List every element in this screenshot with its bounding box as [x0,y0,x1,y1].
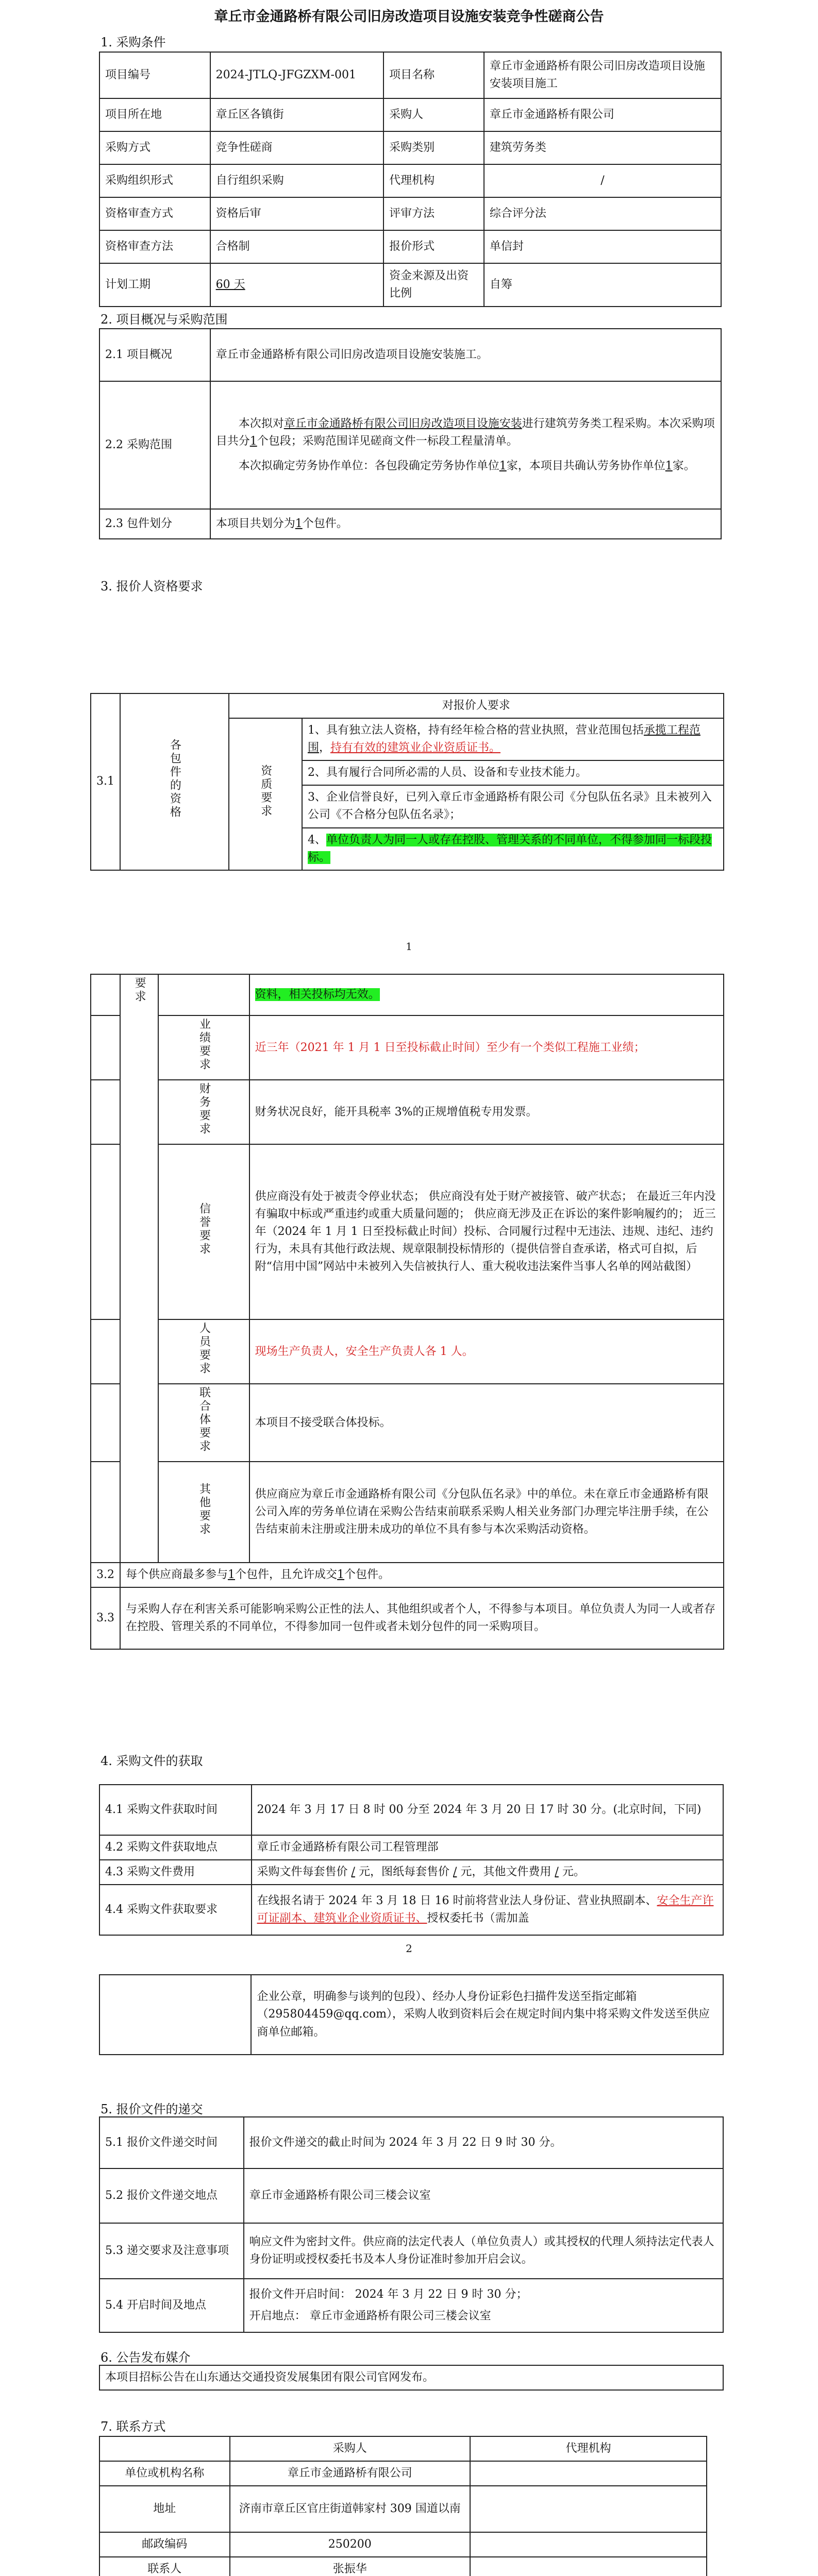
cell-label: 项目名称 [383,52,484,98]
cell-label: 采购方式 [99,131,210,164]
section-2-heading: 2. 项目概况与采购范围 [101,312,228,327]
page-number: 2 [406,1942,412,1955]
blank-cell [91,1319,120,1384]
cell-label: 资格审查方法 [99,230,210,263]
submission-table [99,2116,724,2333]
finance-vertical-label: 财务要求 [158,1080,249,1144]
section-7-heading: 7. 联系方式 [101,2419,166,2434]
cell-label: 5.2 报价文件递交地点 [99,2168,244,2223]
row-value: 250200 [230,2532,470,2557]
row-label: 单位或机构名称 [99,2461,230,2486]
cell-value: 章丘市金通路桥有限公司工程管理部 [252,1835,723,1860]
header-cell: 代理机构 [470,2436,707,2461]
section-4-heading: 4. 采购文件的获取 [101,1754,203,1768]
cell-value: 本项目招标公告在山东通达交通投资发展集团有限公司官网发布。 [99,2365,723,2390]
cell-label: 5.4 开启时间及地点 [99,2279,244,2332]
page-title: 章丘市金通路桥有限公司旧房改造项目设施安装竞争性磋商公告 [214,9,604,25]
performance-vertical-label: 业绩要求 [158,1015,249,1080]
procurement-conditions-table [99,52,722,307]
cell-value: 企业公章，明确参与谈判的包段）、经办人身份证彩色扫描件发送至指定邮箱（295804459@qq.com），采购人收到资料后会在规定时间内集中将采购文件发送至供应商单位邮箱。 [251,1975,723,2055]
contact-table [99,2436,707,2576]
cell-label: 4.3 采购文件费用 [99,1860,252,1885]
cell-label: 代理机构 [383,164,484,197]
credit-requirement: 供应商没有处于被责令停业状态； 供应商没有处于财产被接管、破产状态； 在最近三年内没有骗取中标或严重违约或重大质量问题的； 供应商无涉及正在诉讼的案件影响履约的； 近三年（2024 年 1 月 1 日至投标截止时间）投标、合同履行过程中无违法、违规、违纪、违约行为，未具有其他行政法规、规章限制投标情形的（提供信誉自查承诺，格式可自拟，后附“信用中国”网站中未被列入失信被执行人、重大税收违法案件当事人名单的网站截图） [249,1144,724,1319]
consortium-requirement: 本项目不接受联合体投标。 [249,1384,724,1462]
cell-label: 2.2 采购范围 [99,381,210,509]
cell-value: 在线报名请于 2024 年 3 月 18 日 16 时前将营业法人身份证、营业执照副本、安全生产许可证副本、建筑业企业资质证书、授权委托书（需加盖 [252,1885,723,1935]
cell-value: 2024 年 3 月 17 日 8 时 00 分至 2024 年 3 月 20 日 17 时 30 分。(北京时间，下同) [252,1785,723,1835]
other-vertical-label: 其他要求 [158,1462,249,1563]
row-value: 章丘市金通路桥有限公司 [230,2461,470,2486]
cell-label: 4.1 采购文件获取时间 [99,1785,252,1835]
row-value: 济南市章丘区官庄街道韩家村 309 国道以南 [230,2486,470,2532]
page-number: 1 [406,940,412,953]
section-3-heading: 3. 报价人资格要求 [101,579,203,594]
row-value [470,2486,707,2532]
cell-label: 采购类别 [383,131,484,164]
row-value [470,2461,707,2486]
staff-vertical-label: 人员要求 [158,1319,249,1384]
qualification-table-page1 [90,693,724,871]
document-acquisition-table [99,1784,724,1936]
row-number: 3.3 [91,1587,120,1649]
cell-label: 项目所在地 [99,98,210,131]
cell-label: 项目编号 [99,52,210,98]
qualification-item-1: 1、具有独立法人资格，持有经年检合格的营业执照，营业范围包括承揽工程范围，持有有效的建筑业企业资质证书。 [302,718,724,760]
cell-value: 建筑劳务类 [484,131,721,164]
cell-value: 资格后审 [210,197,384,230]
cell-label: 采购组织形式 [99,164,210,197]
project-name-underlined: 章丘市金通路桥有限公司旧房改造项目设施安装 [283,417,522,430]
continued-text: 资料，相关投标均无效。 [249,974,724,1015]
cell-label: 计划工期 [99,263,210,307]
cell-value: 报价文件递交的截止时间为 2024 年 3 月 22 日 9 时 30 分。 [244,2117,723,2168]
cell-value: 章丘区各镇街 [210,98,384,131]
qualification-item-4: 4、单位负责人为同一人或存在控股、管理关系的不同单位，不得参加同一标段投标。 [302,828,724,870]
section-1-heading: 1. 采购条件 [101,35,166,49]
cell-value: 竞争性磋商 [210,131,384,164]
cell-value: 章丘市金通路桥有限公司 [484,98,721,131]
cell-label: 资格审查方式 [99,197,210,230]
cell-label: 采购人 [383,98,484,131]
qualification-table-page2 [90,974,724,1650]
document-acquisition-table-cont [99,1974,724,2055]
row-label: 联系人 [99,2557,230,2576]
cell-value: 本项目共划分为1个包件。 [210,509,721,539]
row-value [470,2532,707,2557]
qualification-item-3: 3、企业信誉良好，已列入章丘市金通路桥有限公司《分包队伍名录》且未被列入公司《不合格分包队伍名录》； [302,785,724,827]
package-limit: 每个供应商最多参与1个包件，且允许成交1个包件。 [120,1563,724,1587]
cell-value: 2024-JTLQ-JFGZXM-001 [210,52,384,98]
cell-label: 资金来源及出资比例 [383,263,484,307]
cell-value: 响应文件为密封文件。供应商的法定代表人（单位负责人）或其授权的代理人须持法定代表人身份证明或授权委托书及本人身份证准时参加开启会议。 [244,2223,723,2279]
credit-vertical-label: 信誉要求 [158,1144,249,1319]
section-6-heading: 6. 公告发布媒介 [101,2350,191,2365]
row-value: 张振华 [230,2557,470,2576]
staff-requirement: 现场生产负责人，安全生产负责人各 1 人。 [249,1319,724,1384]
cell-value: 章丘市金通路桥有限公司旧房改造项目设施安装项目施工 [484,52,721,98]
blank-cell [91,1384,120,1462]
scope-cell [210,381,721,509]
cell-value: 单信封 [484,230,721,263]
header-cell: 采购人 [230,2436,470,2461]
cell-label: 评审方法 [383,197,484,230]
header-cell [99,2436,230,2461]
cell-label: 4.4 采购文件获取要求 [99,1885,252,1935]
row-value [470,2557,707,2576]
section-5-heading: 5. 报价文件的递交 [101,2102,203,2116]
qualification-vertical-label: 资质要求 [229,718,302,870]
project-overview-table [99,328,722,539]
blank-cell [158,974,249,1015]
other-requirement: 供应商应为章丘市金通路桥有限公司《分包队伍名录》中的单位。未在章丘市金通路桥有限公司入库的劳务单位请在采购公告结束前联系采购人相关业务部门办理完毕注册手续，在公告结束前未注册或注册未成功的单位不具有参与本次采购活动资格。 [249,1462,724,1563]
blank-cell [91,974,120,1015]
blank-cell [91,1015,120,1080]
cell-label: 5.3 递交要求及注意事项 [99,2223,244,2279]
media-table [99,2365,724,2391]
cell-value: 60 天 [210,263,384,307]
row-number: 3.1 [91,693,120,870]
scope-paragraph-2: 本次拟确定劳务协作单位：各包段确定劳务协作单位1家，本项目共确认劳务协作单位1家。 [238,460,695,473]
row-label: 地址 [99,2486,230,2532]
blank-cell [91,1144,120,1319]
cell-value: 自行组织采购 [210,164,384,197]
cell-label: 2.1 项目概况 [99,329,210,381]
cell-label: 4.2 采购文件获取地点 [99,1835,252,1860]
cell-value: 综合评分法 [484,197,721,230]
row-number: 3.2 [91,1563,120,1587]
cell-value: 报价文件开启时间： 2024 年 3 月 22 日 9 时 30 分； 开启地点： 章丘市金通路桥有限公司三楼会议室 [244,2279,723,2332]
cell-value: 章丘市金通路桥有限公司旧房改造项目设施安装施工。 [210,329,721,381]
performance-requirement: 近三年（2021 年 1 月 1 日至投标截止时间）至少有一个类似工程施工业绩； [249,1015,724,1080]
cell-value: 自筹 [484,263,721,307]
requirements-vertical-label: 要求 [120,974,158,1563]
blank-cell [99,1975,251,2055]
requirements-header: 对报价人要求 [229,693,724,718]
scope-paragraph-1: 本次拟对章丘市金通路桥有限公司旧房改造项目设施安装进行建筑劳务类工程采购。本次采购项目共分1个包段；采购范围详见磋商文件一标段工程量清单。 [215,417,715,448]
cell-value: 章丘市金通路桥有限公司三楼会议室 [244,2168,723,2223]
cell-label: 5.1 报价文件递交时间 [99,2117,244,2168]
row-label: 邮政编码 [99,2532,230,2557]
cell-label: 2.3 包件划分 [99,509,210,539]
blank-cell [91,1462,120,1563]
cell-value: / [484,164,721,197]
cell-value: 合格制 [210,230,384,263]
left-vertical-label: 各包件的资格 [120,693,229,870]
highlighted-text: 单位负责人为同一人或存在控股、管理关系的不同单位，不得参加同一标段投标。 [307,833,712,864]
conflict-rule: 与采购人存在利害关系可能影响采购公正性的法人、其他组织或者个人，不得参与本项目。单位负责人为同一人或者存在控股、管理关系的不同单位，不得参加同一包件或者未划分包件的同一采购项目。 [120,1587,724,1649]
cell-label: 报价形式 [383,230,484,263]
finance-requirement: 财务状况良好，能开具税率 3%的正规增值税专用发票。 [249,1080,724,1144]
cell-value: 采购文件每套售价 / 元，图纸每套售价 / 元，其他文件费用 / 元。 [252,1860,723,1885]
blank-cell [91,1080,120,1144]
qualification-item-2: 2、具有履行合同所必需的人员、设备和专业技术能力。 [302,760,724,785]
consortium-vertical-label: 联合体要求 [158,1384,249,1462]
